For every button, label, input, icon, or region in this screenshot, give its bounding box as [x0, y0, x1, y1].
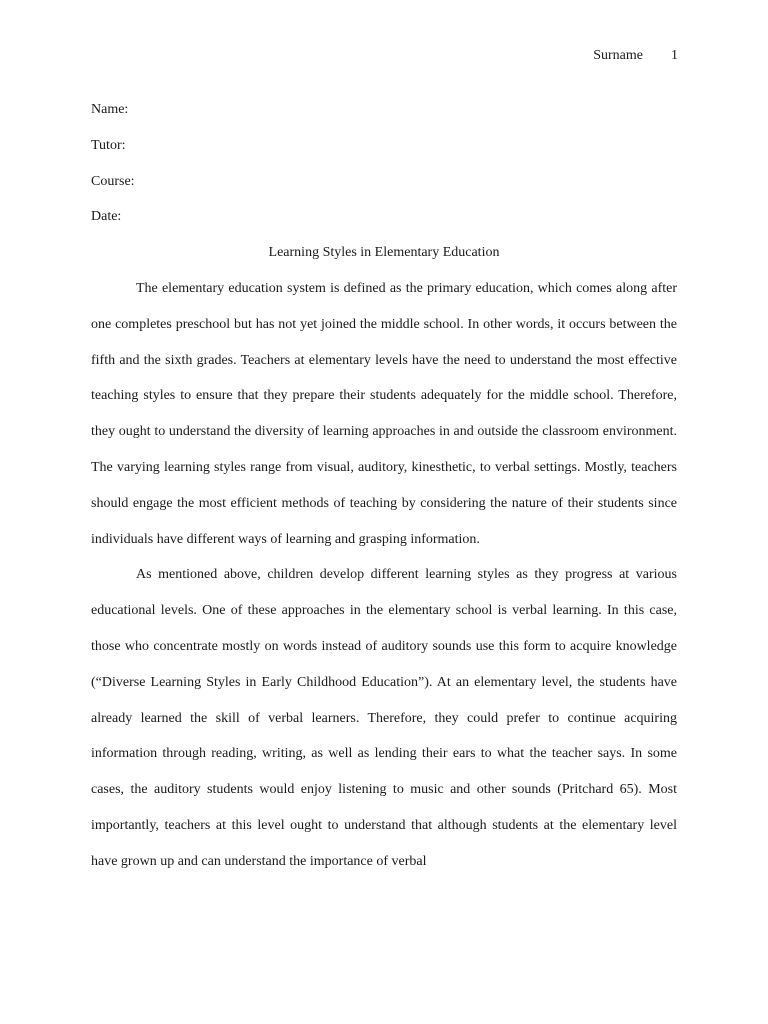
paragraph-2: As mentioned above, children develop different learning styles as they progress at various educational levels. One of these approaches in the elementary school is verbal learning. In this case, those who concentrate mostly on words instead of auditory sounds use this form to acquire knowledge (“Diverse Learning Styles in Early Childhood Education”). At an elementary level, the students have already learned the skill of verbal learners. Therefore, they could prefer to continue acquiring information through reading, writing, as well as lending their ears to what the teacher says. In some cases, the auditory students would enjoy listening to music and other sounds (Pritchard 65). Most importantly, teachers at this level ought to understand that although students at the elementary level have grown up and can understand the importance of verbal — [91, 567, 677, 869]
document-title: Learning Styles in Elementary Education — [268, 245, 500, 261]
page-number: 1 — [671, 48, 678, 63]
header-surname: Surname — [593, 48, 643, 63]
page-header — [593, 46, 678, 66]
course-line: Course: — [91, 173, 135, 189]
name-line: Name: — [91, 102, 129, 117]
paragraph-1: The elementary education system is defined as the primary education, which comes along after one completes preschool but has not yet joined the middle school. In other words, it occurs between the fifth and the sixth grades. Teachers at elementary levels have the need to understand the most effective teaching styles to ensure that they prepare their students adequately for the middle school. Therefore, they ought to understand the diversity of learning approaches in and outside the classroom environment. The varying learning styles range from visual, auditory, kinesthetic, to verbal settings. Mostly, teachers should engage the most efficient methods of teaching by considering the nature of their students since individuals have different ways of learning and grasping information. — [91, 280, 677, 547]
date-line: Date: — [91, 209, 122, 225]
tutor-line: Tutor: — [91, 137, 126, 153]
document-body — [91, 92, 677, 880]
